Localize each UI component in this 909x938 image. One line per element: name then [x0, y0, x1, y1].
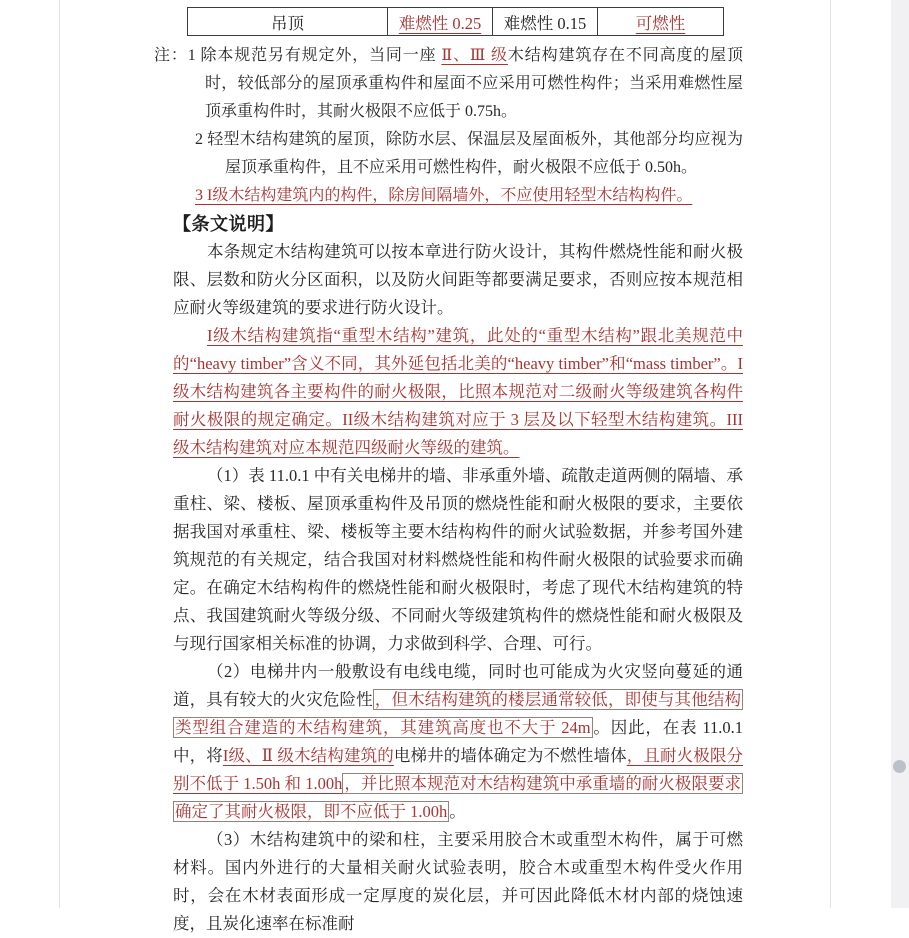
text-segment: 3 I级木结构建筑内的构件，除房间隔墙外，不应使用轻型木结构构件。 — [195, 187, 693, 204]
text-segment: I级木结构建筑指“重型木结构”建筑，此处的“重型木结构”跟北美规范中的“heavy timber”含义不同，其外延包括北美的“heavy timber”和“mass timber”。I级木结构建筑各主要构件的耐火极限，比照本规范对二级耐火等级建筑各构件耐火极限的规定确定。II级木结构建筑对应于 3 层及以下轻型木结构建筑。III级木结构建筑对应本规范四级耐火等级的建筑。 — [173, 326, 743, 457]
table-cell-rating-3 — [598, 8, 724, 36]
notes-block — [154, 42, 743, 210]
paragraph-overview — [173, 238, 743, 322]
text-segment: 注：1 除本规范另有规定外，当同一座 — [154, 47, 442, 64]
text-segment: 电梯井的墙体确定为不燃性墙体 — [393, 746, 627, 765]
paragraph-item-1 — [173, 462, 743, 658]
text-segment: 可燃性 — [635, 13, 686, 33]
text-segment: 木结构建筑存在不同高度的屋顶时，较低部分的屋顶承重构件和屋面不应采用可燃性构件；当采用难燃性屋顶承重构件时，其耐火极限不应低于 0.75h。 — [205, 47, 743, 120]
fire-rating-table — [187, 7, 724, 36]
text-segment: I级、Ⅱ 级木结构建筑的 — [222, 746, 394, 765]
table-row — [188, 8, 724, 36]
page-left-edge — [59, 0, 60, 908]
text-segment: 。 — [449, 802, 466, 821]
scrollbar-thumb[interactable] — [893, 760, 906, 773]
paragraph-timber-grades — [173, 322, 743, 462]
scrollbar-track[interactable] — [891, 0, 909, 908]
text-segment: ，并比照本规范对木结构建筑中承重墙的耐火极限要求确定了其耐火极限，即不应低于 1.00h — [175, 774, 741, 821]
note-item-3 — [195, 182, 743, 210]
text-segment: （2）电梯井内一般敷设有电线电缆，同时也可能成为火灾竖向蔓延的通道，具有较大的火灾危险性 — [173, 662, 743, 709]
note-item-2 — [195, 126, 743, 182]
table-cell-rating-1 — [388, 8, 493, 36]
table-cell-rating-2 — [493, 8, 598, 36]
text-segment: 吊顶 — [271, 13, 304, 33]
paragraph-item-2 — [173, 658, 743, 826]
text-segment: （1）表 11.0.1 中有关电梯井的墙、非承重外墙、疏散走道两侧的隔墙、承重柱、梁、楼板、屋顶承重构件及吊顶的燃烧性能和耐火极限的要求，主要依据我国对承重柱、梁、楼板等主要木结构构件的耐火试验数据，并参考国外建筑规范的有关规定，结合我国对材料燃烧性能和构件耐火极限的试验要求而确定。在确定木结构构件的燃烧性能和耐火极限时，考虑了现代木结构建筑的特点、我国建筑耐火等级分级、不同耐火等级建筑构件的燃烧性能和耐火极限及与现行国家相关标准的协调，力求做到科学、合理、可行。 — [173, 466, 743, 653]
text-segment: ，且耐火极限分别不低于 1.50h 和 1.00h — [173, 746, 744, 793]
text-segment: 2 轻型木结构建筑的屋顶，除防水层、保温层及屋面板外，其他部分均应视为屋顶承重构件，且不应采用可燃性构件，耐火极限不应低于 0.50h。 — [195, 131, 743, 176]
text-segment: 本条规定木结构建筑可以按本章进行防火设计，其构件燃烧性能和耐火极限、层数和防火分区面积，以及防火间距等都要满足要求，否则应按本规范相应耐火等级建筑的要求进行防火设计。 — [173, 242, 743, 317]
text-segment: 。因此，在表 11.0.1 中，将 — [173, 718, 743, 765]
text-segment: 难燃性 0.15 — [503, 13, 587, 33]
text-segment: Ⅱ、Ⅲ 级 — [441, 47, 508, 64]
text-segment: （3）木结构建筑中的梁和柱，主要采用胶合木或重型木构件，属于可燃材料。国内外进行的大量相关耐火试验表明，胶合木或重型木构件受火作用时，会在木材表面形成一定厚度的炭化层，并可因此降低木材内部的烧蚀速度，且炭化速率在标准耐 — [173, 830, 743, 933]
table-cell-component — [188, 8, 388, 36]
note-item-1 — [154, 42, 743, 126]
text-segment: ，但木结构建筑的楼层通常较低，即使与其他结构类型组合建造的木结构建筑，其建筑高度也不大于 24m — [175, 690, 742, 737]
page-right-edge — [830, 0, 831, 908]
commentary-section-title: 【条文说明】 — [173, 214, 284, 234]
text-segment: 难燃性 0.25 — [398, 13, 482, 33]
paragraph-item-3 — [173, 826, 743, 938]
document-content — [154, 7, 744, 938]
